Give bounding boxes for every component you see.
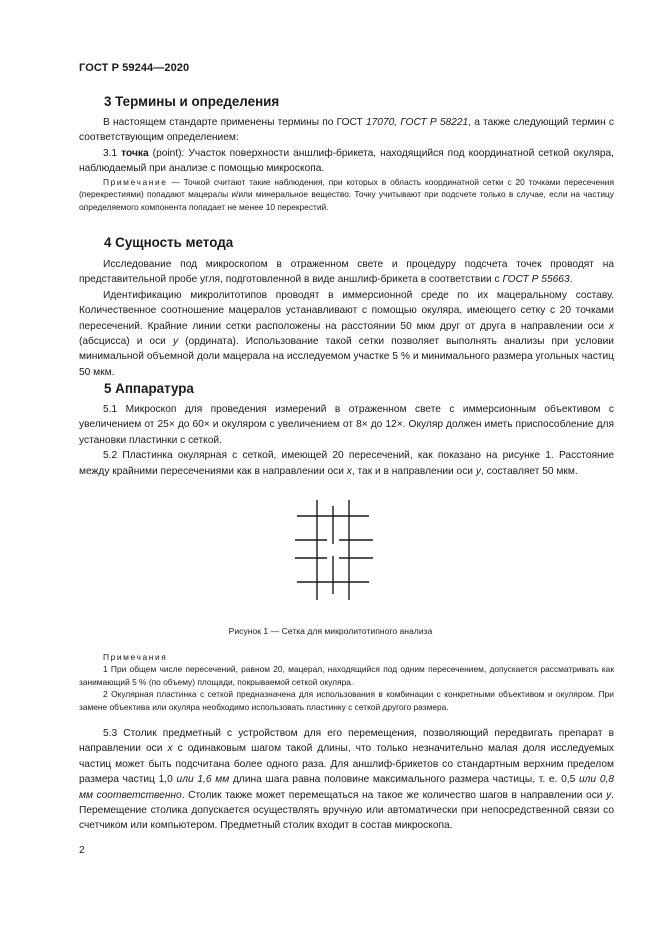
section-3-note: Примечание — Точкой считают такие наблюдения, при которых в область координатной сетки с 20 точками пересечения (перекрестиями) попадают мацералы и/или минеральное вещество. Точку учитывают при подсчете только в случае, если на частицу определяемого компонента попадает не менее 10 перекрестий.	[79, 177, 614, 212]
section-3-body	[79, 115, 614, 177]
notes-label: Примечания	[103, 652, 168, 662]
section-3-heading: 3 Термины и определения	[104, 94, 280, 109]
term-definition: 3.1 точка (point): Участок поверхности аншлиф-брикета, находящийся под координатной сеткой окуляра, наблюдаемый при анализе с помощью микроскопа.	[79, 147, 614, 175]
eyepiece-grid-figure	[295, 500, 375, 600]
figure-1-caption: Рисунок 1 — Сетка для микролитотипного анализа	[228, 626, 433, 636]
section-4-body	[79, 257, 614, 380]
paragraph-5-2: 5.2 Пластинка окулярная с сеткой, имеющей 20 пересечений, как показано на рисунке 1. Расстояние между крайними пересечениями как в направлении оси x, так и в направлении оси y, составляет 50 мкм.	[79, 450, 614, 477]
page-number: 2	[79, 844, 85, 856]
document-header: ГОСТ Р 59244—2020	[79, 62, 190, 74]
figure-notes	[79, 651, 614, 713]
section-5-heading: 5 Аппаратура	[104, 381, 194, 396]
section-3-intro: В настоящем стандарте применены термины по ГОСТ 17070, ГОСТ Р 58221, а также следующий термин с соответствующим определением:	[79, 117, 614, 144]
paragraph-5-3: 5.3 Столик предметный с устройством для его перемещения, позволяющий передвигать препарат в направлении оси x с одинаковым шагом такой длины, что только незначительно малая доля исследуемых частиц может быть подсчитана более одного раза. Для аншлиф-брикетов со стандартным верхним пределом размера частиц 1,0 или 1,6 мм длина шага равна половине максимального размера частицы, т. е. 0,5 или 0,8 мм соответственно. Столик также может перемещаться на такое же количество шагов в направлении оси y. Перемещение столика допускается осуществлять вручную или автоматически при непосредственной связи со счетчиком или компьютером. Предметный столик входит в состав микроскопа.	[79, 728, 614, 832]
section-4-paragraph-1: Исследование под микроскопом в отраженном свете и процедуру подсчета точек проводят на представительной пробе угля, подготовленной в виде аншлиф-брикета в соответствии с ГОСТ Р 55663.	[79, 259, 614, 286]
paragraph-5-1: 5.1 Микроскоп для проведения измерений в отраженном свете с иммерсионным объективом с увеличением от 25× до 60× и окуляром с увеличением от 8× до 12×. Окуляр должен иметь приспособление для установки пластинки с сеткой.	[79, 404, 614, 446]
section-4-paragraph-2: Идентификацию микролитотипов проводят в иммерсионной среде по их мацеральному составу. Количественное соотношение мацералов устанавливают с помощью окуляра, имеющего сетку с 20 точками пересечений. Крайние линии сетки расположены на расстоянии 50 мкм друг от друга в направлении оси x (абсцисса) и оси y (ордината). Использование такой сетки позволяет выполнять анализы при условии минимальной объемной доли мацерала на исследуемом участке 5 % и минимального размера угольных частиц 50 мкм.	[79, 289, 614, 378]
note-2: 2 Окулярная пластинка с сеткой предназначена для использования в комбинации с конкретными объективом и окуляром. При замене объектива или окуляра необходимо использовать пластинку с сеткой другого размера.	[79, 689, 614, 712]
section-4-heading: 4 Сущность метода	[104, 235, 234, 250]
section-5-body	[79, 402, 614, 479]
note-1: 1 При общем числе пересечений, равном 20, мацерал, находящийся под одним пересечением, допускается рассматривать как занимающий 5 % (по объему) площади, покрываемой сеткой окуляра.	[79, 664, 614, 687]
